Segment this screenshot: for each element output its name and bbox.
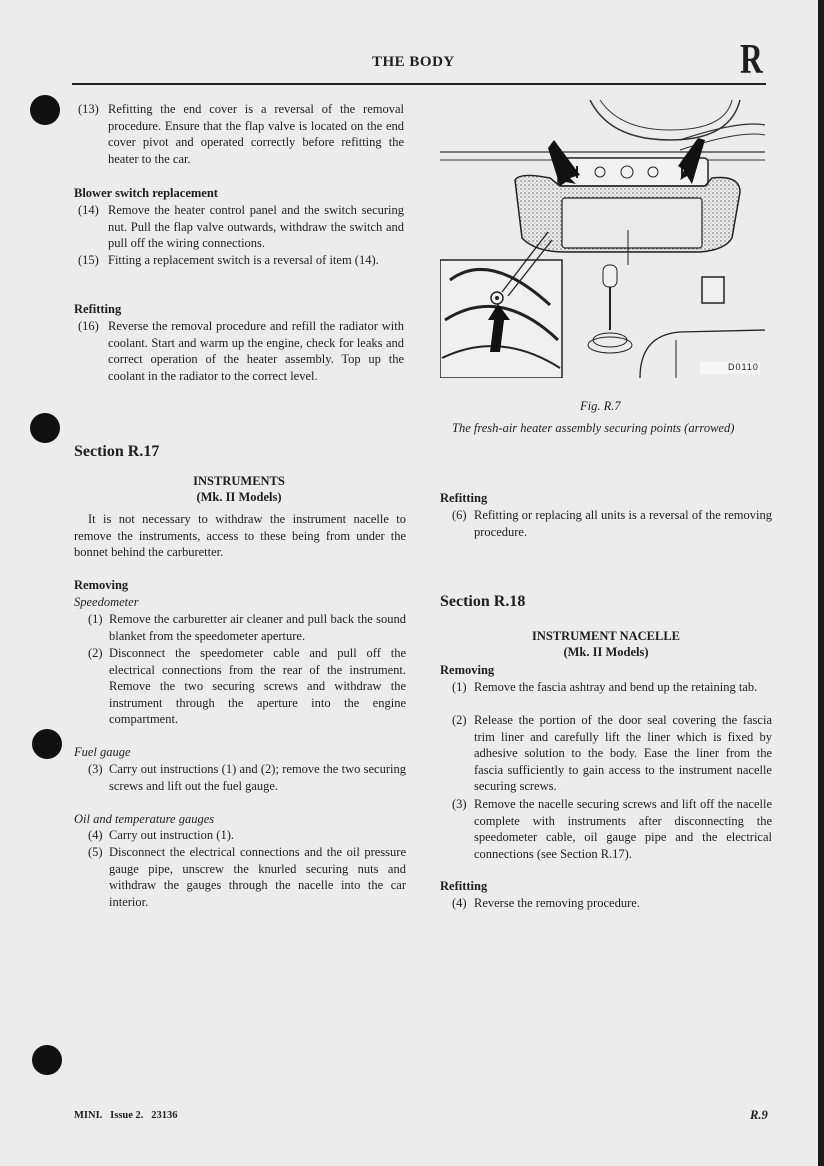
- binder-hole: [30, 95, 60, 125]
- figure-number: Fig. R.7: [580, 399, 621, 413]
- item-text: Remove the carburetter air cleaner and pull back the sound blanket from the speedometer aperture.: [109, 612, 406, 643]
- binder-hole: [32, 1045, 62, 1075]
- list-item: [452, 712, 772, 796]
- list-item: [78, 318, 404, 402]
- list-item: [452, 895, 772, 913]
- section-subtitle: (Mk. II Models): [563, 645, 649, 659]
- heater-assembly-drawing: [440, 100, 770, 378]
- item-number: (15): [78, 253, 99, 267]
- item-text: Carry out instruction (1).: [109, 828, 234, 842]
- item-text: Reverse the removal procedure and refill the radiator with coolant. Start and warm up the engine, check for leaks and correct operation of the heater assembly. Top up the coolant in the radiator to the correct level.: [108, 319, 404, 383]
- item-text: Refitting the end cover is a reversal of the removal procedure. Ensure that the flap valve is located on the end cover pivot and operated correctly before refitting the heater to the car.: [108, 102, 404, 166]
- list-item: [88, 611, 406, 645]
- header-rule: [72, 83, 766, 85]
- section-letter: R: [740, 37, 763, 83]
- binder-hole: [32, 729, 62, 759]
- subheading: Refitting: [440, 879, 488, 893]
- subheading-italic: Speedometer: [74, 595, 139, 609]
- item-text: Fitting a replacement switch is a reversal of item (14).: [108, 253, 379, 267]
- item-number: (2): [452, 713, 467, 727]
- subheading-italic: Fuel gauge: [74, 745, 131, 759]
- figure-caption: The fresh-air heater assembly securing points (arrowed): [452, 421, 735, 435]
- item-text: Remove the heater control panel and the switch securing nut. Pull the flap valve outwards, withdraw the switch and pull off the wiring connections.: [108, 203, 404, 250]
- list-item: [452, 507, 772, 541]
- item-number: (1): [88, 612, 103, 626]
- item-number: (4): [452, 896, 467, 910]
- item-text: Reverse the removing procedure.: [474, 896, 640, 910]
- list-item: [88, 645, 406, 729]
- list-item: [78, 202, 404, 252]
- section-subtitle: (Mk. II Models): [196, 490, 282, 504]
- binder-hole: [30, 413, 60, 443]
- list-item: [78, 101, 404, 167]
- figure-label: D0110: [728, 362, 759, 372]
- item-number: (14): [78, 203, 99, 217]
- item-text: Carry out instructions (1) and (2); remove the two securing screws and lift out the fuel gauge.: [109, 762, 406, 793]
- list-item: [452, 679, 772, 713]
- section-heading: Section R.18: [440, 593, 526, 610]
- subheading: Removing: [440, 663, 495, 677]
- subheading-italic: Oil and temperature gauges: [74, 812, 215, 826]
- item-number: (1): [452, 680, 467, 694]
- item-text: Release the portion of the door seal covering the fascia trim liner and carefully lift the liner which is fixed by adhesive solution to the body. Ease the liner from the fascia sufficiently to gain access to the instrument nacelle securing screws.: [474, 713, 772, 793]
- page-number: R.9: [750, 1108, 768, 1122]
- section-heading: Section R.17: [74, 443, 160, 460]
- list-item: [452, 796, 772, 864]
- item-text: Disconnect the speedometer cable and pull off the electrical connections from the rear of the instrument. Remove the two securing screws and withdraw the instrument through the aperture into the engine compartment.: [109, 646, 406, 726]
- item-text: Remove the nacelle securing screws and lift off the nacelle complete with instruments after disconnecting the speedometer cable, oil gauge pipe and the electrical connections (see Section R.17).: [474, 797, 772, 861]
- item-number: (4): [88, 828, 103, 842]
- figure-illustration: [440, 100, 770, 378]
- item-number: (3): [452, 797, 467, 811]
- section-title: INSTRUMENTS: [193, 474, 285, 488]
- item-text: Refitting or replacing all units is a reversal of the removing procedure.: [474, 508, 772, 539]
- item-number: (16): [78, 319, 99, 333]
- list-item: [78, 252, 404, 286]
- subheading: Blower switch replacement: [74, 186, 218, 200]
- item-number: (6): [452, 508, 467, 522]
- subheading: Removing: [74, 578, 129, 592]
- item-number: (3): [88, 762, 103, 776]
- subheading: Refitting: [440, 491, 488, 505]
- footer-left: MINI. Issue 2. 23136: [74, 1110, 178, 1121]
- page-header-title: THE BODY: [372, 54, 455, 70]
- section-title: INSTRUMENT NACELLE: [531, 629, 681, 643]
- list-item: [88, 844, 406, 912]
- item-text: Remove the fascia ashtray and bend up the retaining tab.: [474, 680, 758, 694]
- item-number: (5): [88, 845, 103, 859]
- list-item: [88, 827, 406, 845]
- item-text: Disconnect the electrical connections and the oil pressure gauge pipe, unscrew the knurled securing nuts and withdraw the gauges through the nacelle into the car interior.: [109, 845, 406, 909]
- subheading: Refitting: [74, 302, 122, 316]
- list-item: [88, 761, 406, 795]
- item-number: (2): [88, 646, 103, 660]
- item-number: (13): [78, 102, 99, 116]
- intro-paragraph: It is not necessary to withdraw the instrument nacelle to remove the instruments, access to these being from under the bonnet behind the carburetter.: [74, 512, 406, 559]
